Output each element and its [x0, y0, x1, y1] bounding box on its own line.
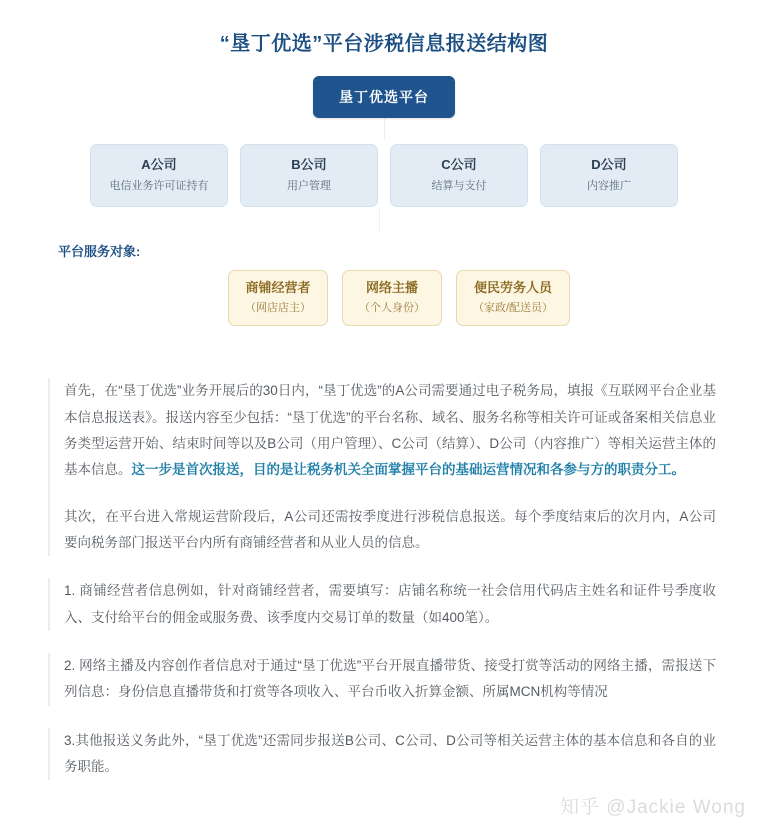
paragraph-block-1 [48, 378, 716, 556]
service-box-shop-operator[interactable] [228, 270, 328, 326]
service-streamer-title: 网络主播 [365, 280, 418, 296]
service-box-labor-worker[interactable] [456, 270, 570, 326]
paragraph-block-2 [48, 578, 716, 631]
company-box-a[interactable] [90, 144, 228, 207]
platform-box[interactable]: 垦丁优选平台 [313, 76, 455, 118]
company-row [0, 144, 768, 207]
connector-line-services [379, 207, 380, 233]
page-title: “垦丁优选”平台涉税信息报送结构图 [219, 33, 549, 55]
service-streamer-subtitle: （个人身份） [358, 302, 425, 315]
paragraph-1-highlight: 这一步是首次报送，目的是让税务机关全面掌握平台的基础运营情况和各参与方的职责分工。 [131, 462, 685, 478]
company-b-title: B公司 [291, 157, 327, 172]
company-a-subtitle: 电信业务许可证持有 [109, 179, 209, 192]
service-target-label: 平台服务对象: [58, 244, 141, 260]
paragraph-3: 1. 商铺经营者信息例如，针对商铺经营者，需要填写：店铺名称统一社会信用代码店主姓名和证件号季度收入、支付给平台的佣金或服务费、该季度内交易订单的数量（如400笔）。 [64, 583, 716, 625]
company-b-subtitle: 用户管理 [287, 179, 331, 192]
company-c-title: C公司 [441, 157, 477, 172]
connector-line-platform [384, 118, 385, 140]
paragraph-1 [64, 378, 716, 483]
watermark: 知乎 @Jackie Wong [560, 797, 746, 818]
paragraph-block-3 [48, 653, 716, 706]
company-d-subtitle: 内容推广 [587, 179, 631, 192]
company-c-subtitle: 结算与支付 [431, 179, 487, 192]
company-d-title: D公司 [591, 157, 627, 172]
paragraph-2: 其次，在平台进入常规运营阶段后，A公司还需按季度进行涉税信息报送。每个季度结束后的次月内，A公司要向税务部门报送平台内所有商铺经营者和从业人员的信息。 [64, 508, 716, 550]
company-box-d[interactable] [540, 144, 678, 207]
service-box-streamer[interactable] [342, 270, 442, 326]
company-a-title: A公司 [141, 157, 177, 172]
company-box-c[interactable] [390, 144, 528, 207]
paragraph-4: 2. 网络主播及内容创作者信息对于通过“垦丁优选”平台开展直播带货、接受打赏等活动的网络主播，需报送下列信息：身份信息直播带货和打赏等各项收入、平台币收入折算金额、所属MCN机构等情况 [64, 657, 716, 700]
company-box-b[interactable] [240, 144, 378, 207]
service-shop-operator-title: 商铺经营者 [245, 280, 311, 296]
platform-row [0, 76, 768, 118]
service-labor-worker-subtitle: （家政/配送员） [472, 302, 554, 315]
paragraph-5: 3.其他报送义务此外，“垦丁优选”还需同步报送B公司、C公司、D公司等相关运营主体的基本信息和各自的业务职能。 [64, 732, 716, 774]
paragraph-block-4 [48, 728, 716, 781]
service-row [0, 270, 768, 326]
structure-diagram [0, 58, 768, 326]
service-shop-operator-subtitle: （网店店主） [244, 302, 311, 315]
paragraph-1-normal: 首先，在“垦丁优选”业务开展后的30日内，“垦丁优选”的A公司需要通过电子税务局，填报《互联网平台企业基本信息报送表》。报送内容至少包括：“垦丁优选”的平台名称、域名、服务名称等相关许可证或备案相关信息业务类型运营开始、结束时间等以及B公司（用户管理）、C公司（结算）、D公司（内容推广）等相关运营主体的基本信息。 [64, 383, 716, 478]
article-content [0, 378, 768, 780]
service-labor-worker-title: 便民劳务人员 [473, 280, 552, 296]
